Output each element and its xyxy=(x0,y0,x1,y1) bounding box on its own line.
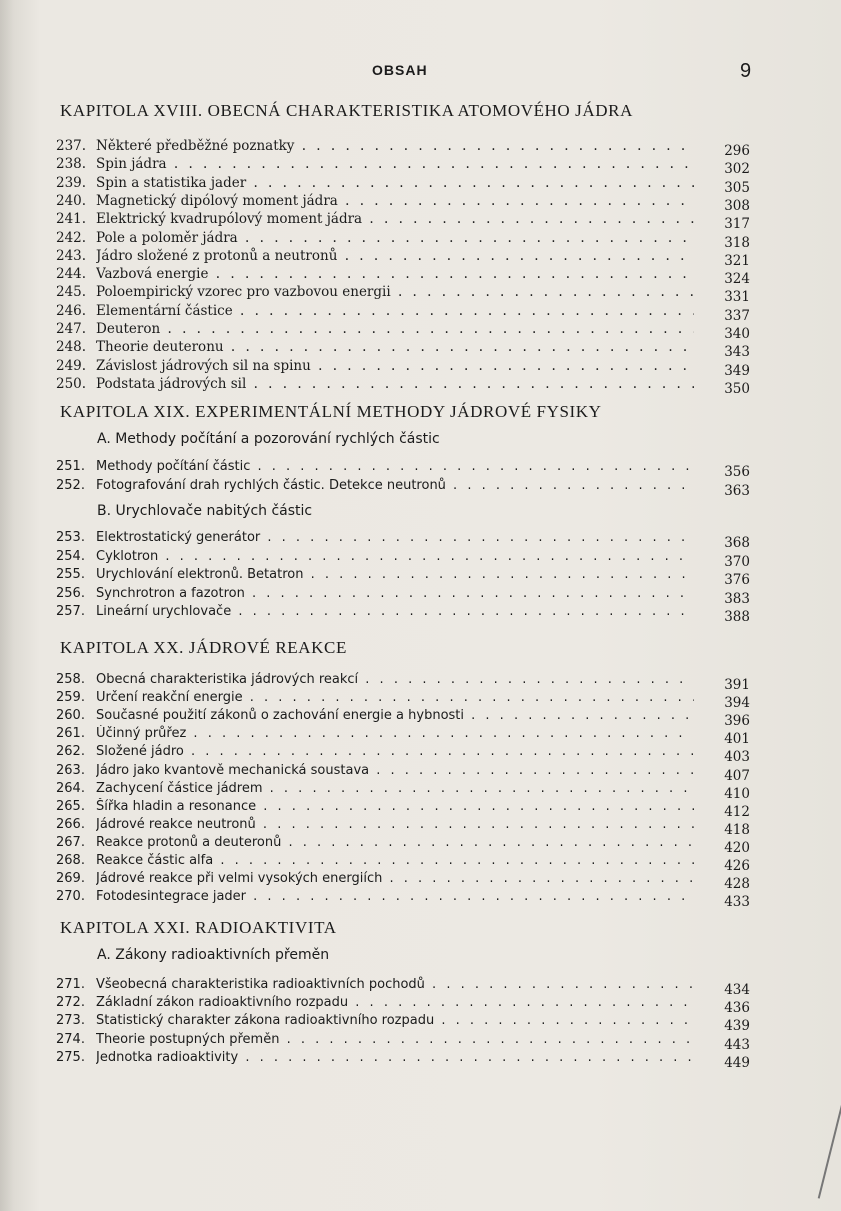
toc-entry-number: 247. xyxy=(56,321,87,337)
chapter-heading: KAPITOLA XXI. RADIOAKTIVITA xyxy=(60,918,337,937)
toc-entry-page: 443 xyxy=(724,1036,750,1053)
toc-entry-title: Určení reakční energie . . . xyxy=(96,689,694,707)
toc-entry-title: Obecná charakteristika jádrových reakcí . . . xyxy=(96,671,694,689)
toc-entry-number: 249. xyxy=(56,357,87,374)
toc-entry-number: 272. xyxy=(56,995,85,1011)
toc-entry xyxy=(56,762,750,784)
toc-entry-page: 337 xyxy=(724,307,750,324)
toc-entry-title: Vazbová energie . . . xyxy=(96,265,694,283)
toc-entry xyxy=(56,976,750,998)
toc-entry xyxy=(56,585,750,607)
toc-entry-number: 246. xyxy=(56,302,87,319)
toc-entry-number: 264. xyxy=(56,780,85,796)
toc-entry-page: 420 xyxy=(724,839,750,856)
toc-entry-title: Závislost jádrových sil na spinu . . . xyxy=(96,357,694,375)
toc-entry-number: 237. xyxy=(56,138,87,154)
toc-entry xyxy=(56,1031,750,1053)
toc-entry xyxy=(56,338,750,361)
toc-entry-title: Jádro složené z protonů a neutronů . . . xyxy=(96,247,694,265)
toc-entry-page: 343 xyxy=(724,344,750,361)
toc-entry-page: 401 xyxy=(724,731,750,748)
toc-entry-title: Zachycení částice jádrem . . . xyxy=(96,780,694,798)
toc-entry xyxy=(56,155,750,178)
toc-entry-number: 250. xyxy=(56,375,87,392)
toc-entry-title: Jádrové reakce při velmi vysokých energiích . . . xyxy=(96,870,694,888)
toc-entry xyxy=(56,725,750,748)
toc-entry xyxy=(56,375,750,397)
toc-entry xyxy=(56,210,750,233)
toc-entry-page: 388 xyxy=(724,609,750,626)
toc-entry-page: 418 xyxy=(724,821,750,838)
toc-entry-number: 271. xyxy=(56,977,85,992)
toc-entry-page: 434 xyxy=(724,982,750,998)
toc-entry xyxy=(56,1012,750,1035)
toc-entry-title: Jádro jako kvantově mechanická soustava . . . xyxy=(96,762,694,780)
toc-entry xyxy=(56,689,750,712)
toc-entry xyxy=(56,566,750,589)
toc-entry-title: Jednotka radioaktivity . . . xyxy=(96,1049,694,1067)
toc-entry-page: 426 xyxy=(724,858,750,874)
toc-entry-page: 340 xyxy=(724,326,750,342)
toc-entry-title: Všeobecná charakteristika radioaktivních pochodů . . . xyxy=(96,976,694,994)
toc-entry-number: 266. xyxy=(56,816,85,832)
toc-entry-number: 259. xyxy=(56,690,85,706)
section-subheading: B. Urychlovače nabitých částic xyxy=(97,503,313,519)
toc-entry-number: 244. xyxy=(56,266,87,283)
toc-entry-title: Lineární urychlovače . . . xyxy=(96,603,694,621)
toc-entry-title: Statistický charakter zákona radioaktivního rozpadu . . . xyxy=(96,1012,694,1030)
toc-entry-title: Elektrostatický generátor . . . xyxy=(96,529,694,547)
toc-entry-page: 308 xyxy=(724,197,750,214)
toc-entry xyxy=(56,707,750,730)
toc-entry xyxy=(56,888,750,911)
toc-entry-page: 428 xyxy=(724,876,750,893)
toc-entry-number: 265. xyxy=(56,798,85,814)
toc-entry-number: 268. xyxy=(56,853,85,868)
toc-entry-page: 363 xyxy=(724,482,750,499)
toc-entry-title: Reakce částic alfa . . . xyxy=(96,852,694,870)
toc-entry-title: Theorie postupných přeměn . . . xyxy=(96,1031,694,1049)
toc-entry xyxy=(56,229,750,251)
toc-entry-page: 439 xyxy=(724,1018,750,1035)
toc-entry-number: 257. xyxy=(56,604,85,620)
toc-entry-title: Deuteron . . . xyxy=(96,320,694,338)
toc-entry-number: 270. xyxy=(56,889,85,905)
toc-entry-title: Spin jádra . . . xyxy=(96,155,694,173)
toc-entry-number: 242. xyxy=(56,229,87,246)
toc-entry xyxy=(56,816,750,838)
toc-entry-title: Urychlování elektronů. Betatron . . . xyxy=(96,566,694,584)
toc-entry xyxy=(56,1049,750,1071)
toc-entry xyxy=(56,798,750,820)
toc-entry xyxy=(56,283,750,306)
toc-entry-number: 243. xyxy=(56,247,87,264)
toc-entry-page: 321 xyxy=(724,252,750,269)
toc-entry-title: Reakce protonů a deuteronů . . . xyxy=(96,834,694,852)
toc-entry xyxy=(56,603,750,626)
toc-entry-number: 273. xyxy=(56,1013,85,1029)
toc-entry-page: 350 xyxy=(724,380,750,397)
page-header-title: OBSAH xyxy=(372,62,428,78)
toc-entry xyxy=(56,529,750,551)
toc-entry-number: 274. xyxy=(56,1031,85,1047)
toc-entry xyxy=(56,320,750,342)
toc-entry-page: 412 xyxy=(724,803,750,820)
toc-entry-number: 240. xyxy=(56,192,87,209)
chapter-heading: KAPITOLA XX. JÁDROVÉ REAKCE xyxy=(60,638,347,657)
toc-entry-page: 349 xyxy=(724,362,750,379)
toc-entry-number: 245. xyxy=(56,284,87,301)
toc-entry-title: Fotodesintegrace jader . . . xyxy=(96,888,694,906)
chapter-heading: KAPITOLA XIX. EXPERIMENTÁLNÍ METHODY JÁDROVÉ FYSIKY xyxy=(60,402,602,421)
toc-entry-number: 275. xyxy=(56,1049,85,1065)
toc-entry-title: Pole a poloměr jádra . . . xyxy=(96,229,694,247)
toc-entry-number: 256. xyxy=(56,585,85,601)
toc-entry-page: 296 xyxy=(724,143,750,159)
toc-entry-number: 238. xyxy=(56,156,87,173)
toc-entry-page: 394 xyxy=(724,695,750,712)
toc-entry-title: Theorie deuteronu . . . xyxy=(96,338,694,356)
toc-entry xyxy=(56,302,750,324)
toc-entry-page: 449 xyxy=(724,1054,750,1071)
toc-entry xyxy=(56,994,750,1017)
toc-entry-number: 269. xyxy=(56,871,85,887)
toc-entry-title: Elektrický kvadrupólový moment jádra . . . xyxy=(96,210,694,228)
toc-entry xyxy=(56,357,750,379)
toc-entry-number: 251. xyxy=(56,459,85,474)
toc-entry-page: 376 xyxy=(724,572,750,589)
toc-entry-number: 263. xyxy=(56,762,85,778)
toc-entry-page: 368 xyxy=(724,535,750,551)
toc-entry-page: 305 xyxy=(724,179,750,196)
toc-entry xyxy=(56,174,750,196)
toc-entry xyxy=(56,743,750,766)
toc-entry xyxy=(56,265,750,288)
toc-entry-number: 261. xyxy=(56,726,85,742)
toc-entry-page: 403 xyxy=(724,749,750,766)
toc-entry-title: Fotografování drah rychlých částic. Detekce neutronů . . . xyxy=(96,477,694,495)
toc-entry xyxy=(56,192,750,214)
toc-entry-number: 254. xyxy=(56,548,85,564)
toc-entry-title: Šířka hladin a resonance . . . xyxy=(96,798,694,816)
toc-entry xyxy=(56,870,750,893)
toc-entry-title: Podstata jádrových sil . . . xyxy=(96,375,694,393)
toc-entry-page: 370 xyxy=(724,553,750,570)
toc-entry-page: 407 xyxy=(724,767,750,784)
toc-entry-number: 258. xyxy=(56,672,85,687)
toc-entry-page: 302 xyxy=(724,161,750,178)
toc-entry-title: Spin a statistika jader . . . xyxy=(96,174,694,192)
toc-entry-title: Jádrové reakce neutronů . . . xyxy=(96,816,694,834)
toc-entry-title: Účinný průřez . . . xyxy=(96,725,694,743)
toc-entry-page: 391 xyxy=(724,677,750,693)
toc-entry-page: 356 xyxy=(724,464,750,480)
toc-entry-title: Základní zákon radioaktivního rozpadu . . . xyxy=(96,994,694,1012)
page-number: 9 xyxy=(740,60,752,82)
toc-entry-title: Složené jádro . . . xyxy=(96,743,694,761)
toc-entry-title: Magnetický dipólový moment jádra . . . xyxy=(96,192,694,210)
toc-entry-number: 253. xyxy=(56,530,85,545)
toc-entry-title: Současné použití zákonů o zachování energie a hybnosti . . . xyxy=(96,707,694,725)
toc-entry-title: Cyklotron . . . xyxy=(96,548,694,566)
toc-entry-number: 248. xyxy=(56,339,87,356)
toc-entry xyxy=(56,780,750,802)
page-edge-mark xyxy=(818,1091,841,1198)
toc-entry-number: 260. xyxy=(56,708,85,724)
toc-entry xyxy=(56,852,750,874)
section-subheading: A. Zákony radioaktivních přeměn xyxy=(97,947,330,963)
toc-entry xyxy=(56,247,750,269)
toc-entry-number: 239. xyxy=(56,174,87,191)
toc-entry-page: 396 xyxy=(724,713,750,730)
toc-entry xyxy=(56,458,750,480)
toc-entry-title: Elementární částice . . . xyxy=(96,302,694,320)
toc-entry xyxy=(56,834,750,856)
toc-entry-page: 436 xyxy=(724,1000,750,1017)
toc-entry-number: 255. xyxy=(56,567,85,583)
toc-entry xyxy=(56,548,750,570)
toc-entry xyxy=(56,137,750,159)
section-subheading: A. Methody počítání a pozorování rychlých částic xyxy=(97,431,440,447)
toc-entry xyxy=(56,477,750,499)
toc-entry-page: 331 xyxy=(724,289,750,306)
toc-entry-title: Methody počítání částic . . . xyxy=(96,458,694,476)
toc-entry-number: 262. xyxy=(56,744,85,760)
toc-entry-title: Poloempirický vzorec pro vazbovou energii . . . xyxy=(96,283,694,301)
toc-entry-page: 433 xyxy=(724,894,750,911)
toc-entry-page: 318 xyxy=(724,234,750,251)
toc-entry-page: 324 xyxy=(724,271,750,288)
toc-entry-title: Některé předběžné poznatky . . . xyxy=(96,137,694,155)
toc-entry-page: 383 xyxy=(724,590,750,607)
toc-entry-title: Synchrotron a fazotron . . . xyxy=(96,585,694,603)
toc-entry xyxy=(56,671,750,693)
chapter-heading: KAPITOLA XVIII. OBECNÁ CHARAKTERISTIKA ATOMOVÉHO JÁDRA xyxy=(60,101,633,120)
toc-entry-number: 241. xyxy=(56,211,87,228)
toc-entry-number: 267. xyxy=(56,834,85,850)
toc-entry-page: 410 xyxy=(724,785,750,802)
toc-entry-page: 317 xyxy=(724,216,750,233)
toc-entry-number: 252. xyxy=(56,477,85,493)
